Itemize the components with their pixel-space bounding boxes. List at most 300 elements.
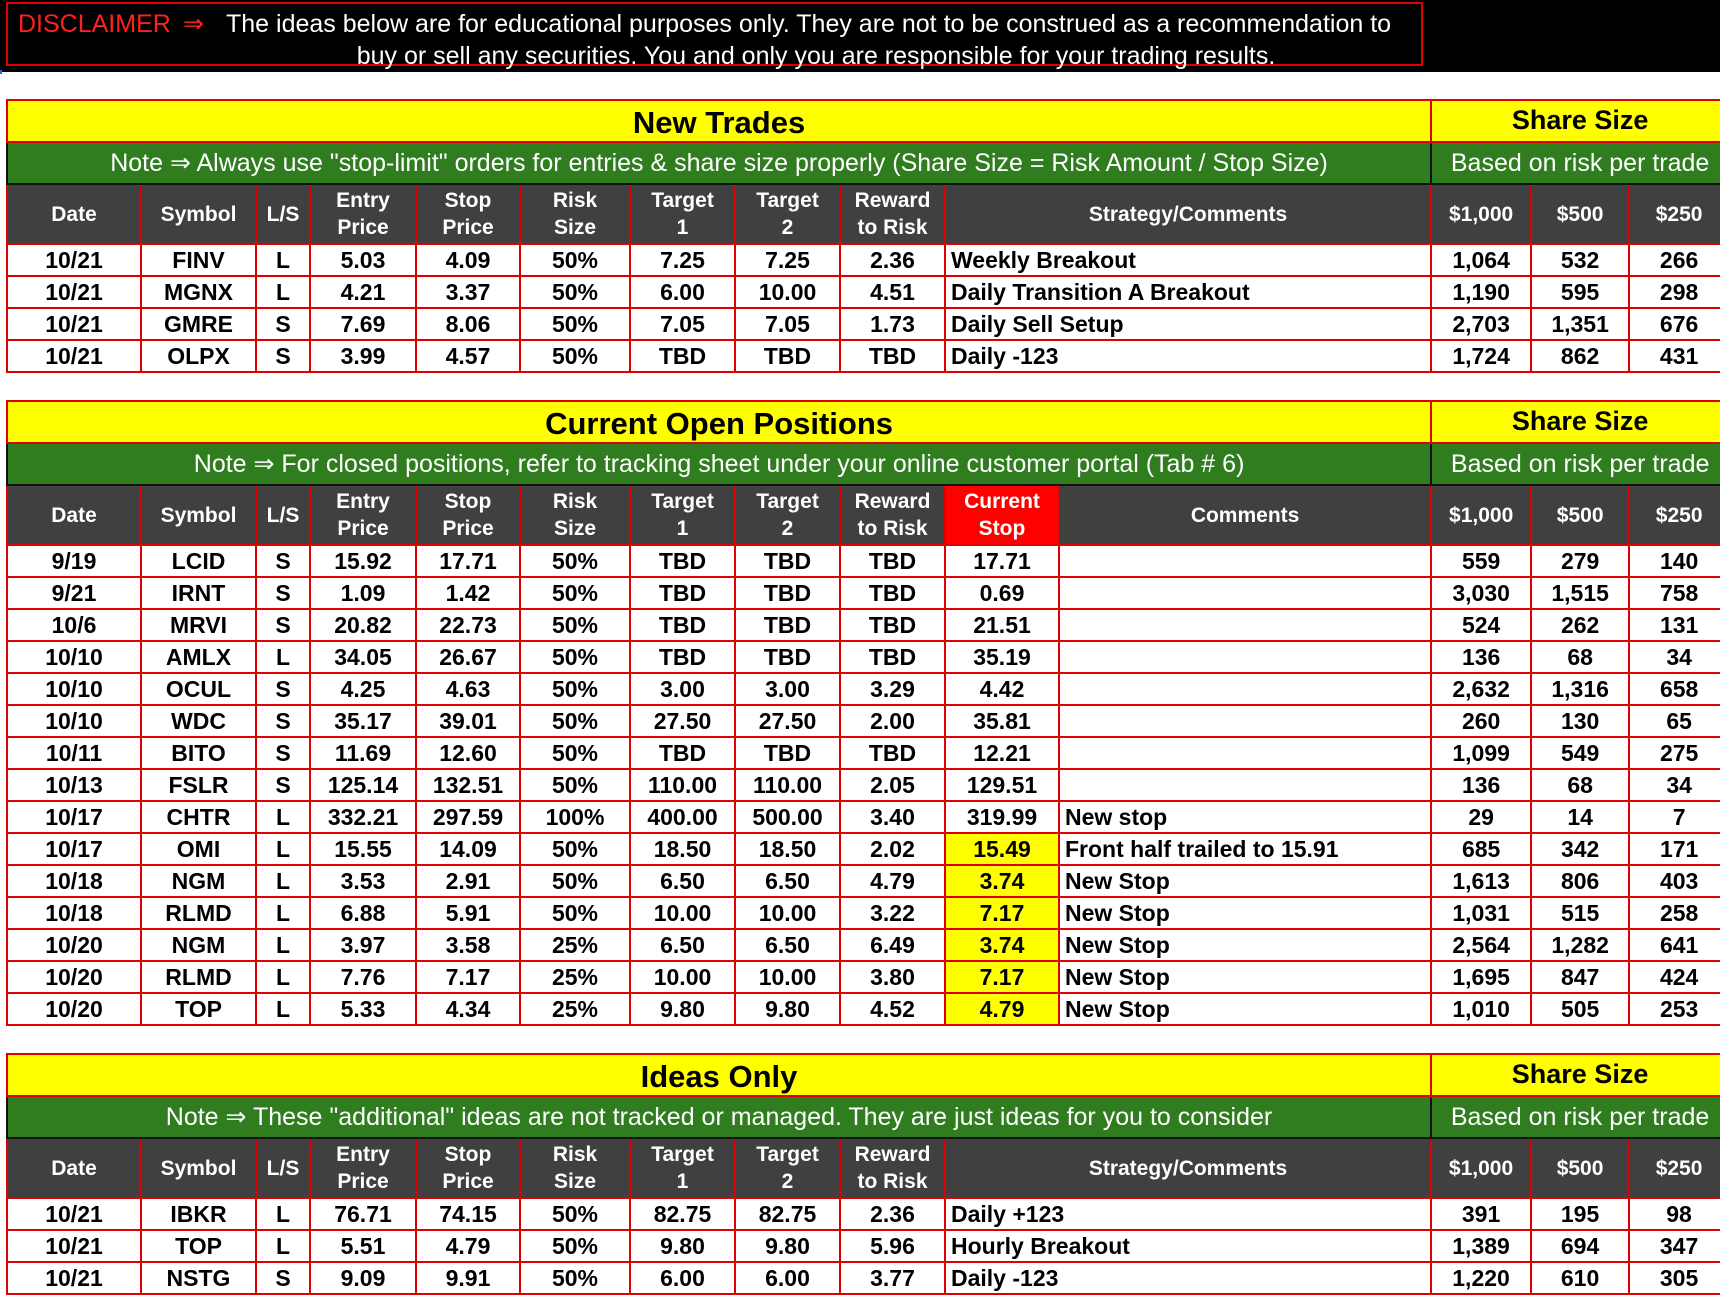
table-cell: 3.00 (630, 673, 735, 705)
column-header-line-2: 2 (781, 1170, 794, 1193)
column-header-line-1: Current (964, 490, 1040, 513)
table-cell: 10/21 (7, 1262, 141, 1294)
table-row (7, 308, 1720, 340)
table-cell: BITO (141, 737, 256, 769)
share-size-column-header: $1,000 (1431, 485, 1531, 545)
table-cell: 319.99 (945, 801, 1059, 833)
column-header-line-1: L/S (266, 503, 300, 527)
column-header-line-1: Comments (1190, 503, 1300, 527)
table-cell: 1,695 (1431, 961, 1531, 993)
table-cell: TBD (840, 737, 945, 769)
share-size-column-header: $250 (1629, 1138, 1720, 1198)
table-cell: 10/20 (7, 993, 141, 1025)
column-header-row (7, 184, 1720, 244)
section-title: New Trades (7, 100, 1431, 142)
column-header-line-2: 2 (781, 216, 794, 239)
table-cell: TBD (630, 577, 735, 609)
column-header-line-2: Price (337, 517, 389, 540)
column-header-line-1: Reward (854, 189, 931, 212)
table-cell: 10/10 (7, 705, 141, 737)
table-cell: 3.77 (840, 1262, 945, 1294)
table-cell: 9.80 (735, 993, 840, 1025)
table-cell: TBD (630, 641, 735, 673)
table-cell: 1,099 (1431, 737, 1531, 769)
table-cell: 5.51 (310, 1230, 416, 1262)
table-cell: 4.52 (840, 993, 945, 1025)
table-cell: Daily +123 (945, 1198, 1431, 1230)
table-cell: 35.81 (945, 705, 1059, 737)
table-cell: 5.03 (310, 244, 416, 276)
column-header-line-2: 1 (676, 1170, 689, 1193)
table-cell: 610 (1531, 1262, 1629, 1294)
table-cell: 10/21 (7, 308, 141, 340)
disclaimer-bar (0, 0, 1720, 72)
table-cell: TBD (630, 609, 735, 641)
table-cell: Weekly Breakout (945, 244, 1431, 276)
table-cell: 3.97 (310, 929, 416, 961)
table-cell: 1,064 (1431, 244, 1531, 276)
table-cell: 25% (520, 993, 630, 1025)
table-cell: 685 (1431, 833, 1531, 865)
table-cell: TBD (840, 641, 945, 673)
table-cell: 1,515 (1531, 577, 1629, 609)
table-cell: 279 (1531, 545, 1629, 577)
table-cell: TOP (141, 1230, 256, 1262)
table-cell: 98 (1629, 1198, 1720, 1230)
table-cell: 400.00 (630, 801, 735, 833)
table-cell: GMRE (141, 308, 256, 340)
column-header (416, 1138, 520, 1198)
table-cell: 1.42 (416, 577, 520, 609)
table-cell: 253 (1629, 993, 1720, 1025)
share-size-column-header: $500 (1531, 485, 1629, 545)
table-cell: 129.51 (945, 769, 1059, 801)
table-cell: 50% (520, 1230, 630, 1262)
table-row (7, 993, 1720, 1025)
table-cell: AMLX (141, 641, 256, 673)
table-cell: 4.79 (840, 865, 945, 897)
table-cell: OCUL (141, 673, 256, 705)
table-cell: 403 (1629, 865, 1720, 897)
table-cell: S (256, 577, 310, 609)
table-cell: 10.00 (735, 961, 840, 993)
table-cell: L (256, 961, 310, 993)
column-header (256, 184, 310, 244)
table-cell: 27.50 (735, 705, 840, 737)
column-header (416, 184, 520, 244)
table-cell: Front half trailed to 15.91 (1059, 833, 1431, 865)
table-cell: 125.14 (310, 769, 416, 801)
table-cell: 6.88 (310, 897, 416, 929)
table-cell: 50% (520, 1262, 630, 1294)
table-cell: 35.19 (945, 641, 1059, 673)
table-cell: 18.50 (735, 833, 840, 865)
table-cell: 3.37 (416, 276, 520, 308)
table-cell: 806 (1531, 865, 1629, 897)
table-cell: CHTR (141, 801, 256, 833)
table-cell: 298 (1629, 276, 1720, 308)
column-header-line-1: Target (651, 490, 714, 513)
table-cell: 68 (1531, 769, 1629, 801)
table-cell: 6.00 (630, 276, 735, 308)
table-cell: 758 (1629, 577, 1720, 609)
column-header-line-1: Date (51, 202, 97, 226)
table-cell: 2.36 (840, 1198, 945, 1230)
table-cell: 3.29 (840, 673, 945, 705)
table-cell: L (256, 641, 310, 673)
table-cell: 3.74 (945, 929, 1059, 961)
table-cell: 7.17 (945, 961, 1059, 993)
table-cell: 21.51 (945, 609, 1059, 641)
table-cell: 14 (1531, 801, 1629, 833)
column-header-row (7, 1138, 1720, 1198)
table-cell: New Stop (1059, 993, 1431, 1025)
table-cell: 262 (1531, 609, 1629, 641)
table-cell: 7.69 (310, 308, 416, 340)
table-cell: 266 (1629, 244, 1720, 276)
table-cell: 10/21 (7, 244, 141, 276)
table-cell: 0.69 (945, 577, 1059, 609)
table-cell: 10/21 (7, 1198, 141, 1230)
table-cell: MGNX (141, 276, 256, 308)
table-cell: 3.99 (310, 340, 416, 372)
table-cell: New stop (1059, 801, 1431, 833)
column-header (520, 485, 630, 545)
table-cell: 10.00 (735, 276, 840, 308)
table-cell: 2,632 (1431, 673, 1531, 705)
table-cell: Daily -123 (945, 340, 1431, 372)
column-header-line-1: Risk (552, 1143, 598, 1166)
column-header-line-2: Price (337, 216, 389, 239)
table-cell: 50% (520, 244, 630, 276)
table-cell: 1,389 (1431, 1230, 1531, 1262)
table-cell: FINV (141, 244, 256, 276)
table-cell: S (256, 705, 310, 737)
table-cell: 3.53 (310, 865, 416, 897)
table-cell: 10.00 (735, 897, 840, 929)
table-cell: 10/20 (7, 961, 141, 993)
column-header (310, 184, 416, 244)
table-cell: 347 (1629, 1230, 1720, 1262)
table-cell: 7.76 (310, 961, 416, 993)
table-cell: 10/21 (7, 340, 141, 372)
table-cell: 847 (1531, 961, 1629, 993)
section-title-row (7, 401, 1720, 443)
table-cell: L (256, 801, 310, 833)
table-cell: New Stop (1059, 897, 1431, 929)
table-cell: 50% (520, 737, 630, 769)
table-cell: 15.92 (310, 545, 416, 577)
table-cell: 50% (520, 641, 630, 673)
section-title: Ideas Only (7, 1054, 1431, 1096)
column-header-line-1: Stop (444, 490, 492, 513)
table-cell: 10/10 (7, 641, 141, 673)
table-cell: 4.79 (416, 1230, 520, 1262)
table-row (7, 801, 1720, 833)
table-cell: 1,220 (1431, 1262, 1531, 1294)
table-cell: 17.71 (416, 545, 520, 577)
table-cell: 50% (520, 705, 630, 737)
section-title-row (7, 100, 1720, 142)
table-cell: 17.71 (945, 545, 1059, 577)
column-header-line-1: Symbol (160, 1156, 237, 1180)
cell-selection-mark (0, 70, 2, 74)
table-cell: 3.22 (840, 897, 945, 929)
table-cell: 258 (1629, 897, 1720, 929)
table-cell: 22.73 (416, 609, 520, 641)
table-cell: 140 (1629, 545, 1720, 577)
table-cell: L (256, 993, 310, 1025)
table-cell (1059, 705, 1431, 737)
table-cell: 549 (1531, 737, 1629, 769)
table-cell: 658 (1629, 673, 1720, 705)
table-cell: 4.51 (840, 276, 945, 308)
table-cell: TBD (630, 545, 735, 577)
column-header-line-1: Target (756, 189, 819, 212)
table-row (7, 673, 1720, 705)
new-trades-table (6, 99, 1720, 373)
column-header-line-2: Size (553, 216, 597, 239)
table-cell: 4.25 (310, 673, 416, 705)
table-cell: 1,031 (1431, 897, 1531, 929)
table-row (7, 641, 1720, 673)
table-cell: 131 (1629, 609, 1720, 641)
table-cell: 10/18 (7, 865, 141, 897)
section-title-row (7, 1054, 1720, 1096)
table-cell: 5.33 (310, 993, 416, 1025)
column-header (310, 485, 416, 545)
table-cell: 6.50 (735, 929, 840, 961)
table-cell: L (256, 276, 310, 308)
table-cell: 27.50 (630, 705, 735, 737)
table-cell: 136 (1431, 769, 1531, 801)
table-cell: S (256, 545, 310, 577)
column-header (7, 1138, 141, 1198)
table-cell: S (256, 737, 310, 769)
section-note-row (7, 443, 1720, 485)
column-header (7, 184, 141, 244)
table-cell (1059, 641, 1431, 673)
table-cell: 10.00 (630, 897, 735, 929)
table-cell: 3.58 (416, 929, 520, 961)
column-header-line-1: Entry (336, 1143, 390, 1166)
table-cell (1059, 673, 1431, 705)
table-row (7, 897, 1720, 929)
table-cell: TBD (630, 737, 735, 769)
section-note-row (7, 142, 1720, 184)
share-size-column-header: $250 (1629, 485, 1720, 545)
table-cell: 65 (1629, 705, 1720, 737)
column-header-line-1: Strategy/Comments (1088, 202, 1288, 226)
table-cell: 9.80 (735, 1230, 840, 1262)
column-header-line-1: Date (51, 503, 97, 527)
table-cell: 136 (1431, 641, 1531, 673)
table-cell: LCID (141, 545, 256, 577)
column-header (735, 485, 840, 545)
table-row (7, 705, 1720, 737)
share-size-title: Share Size (1431, 1054, 1720, 1096)
table-cell: Daily Transition A Breakout (945, 276, 1431, 308)
table-row (7, 545, 1720, 577)
column-header-line-2: Price (337, 1170, 389, 1193)
table-cell: 1,316 (1531, 673, 1629, 705)
table-cell: 50% (520, 545, 630, 577)
column-header-line-1: Reward (854, 490, 931, 513)
table-cell: 6.49 (840, 929, 945, 961)
table-cell: 260 (1431, 705, 1531, 737)
table-cell: S (256, 308, 310, 340)
table-cell: WDC (141, 705, 256, 737)
table-cell: 7.25 (735, 244, 840, 276)
table-cell: 15.49 (945, 833, 1059, 865)
column-header-line-1: Risk (552, 189, 598, 212)
table-cell: 12.60 (416, 737, 520, 769)
table-cell: 7.17 (945, 897, 1059, 929)
table-cell: 2.02 (840, 833, 945, 865)
ideas-only-table (6, 1053, 1720, 1295)
column-header-line-2: to Risk (857, 216, 928, 239)
column-header (416, 485, 520, 545)
table-cell: 132.51 (416, 769, 520, 801)
table-cell: 676 (1629, 308, 1720, 340)
table-cell: 5.91 (416, 897, 520, 929)
column-header (256, 485, 310, 545)
table-cell: 6.50 (630, 865, 735, 897)
share-size-note: Based on risk per trade (1431, 142, 1720, 184)
table-row (7, 929, 1720, 961)
table-row (7, 340, 1720, 372)
table-cell: NSTG (141, 1262, 256, 1294)
table-cell: 195 (1531, 1198, 1629, 1230)
column-header-line-1: Entry (336, 189, 390, 212)
column-header-line-2: 1 (676, 216, 689, 239)
table-cell: 3.40 (840, 801, 945, 833)
table-row (7, 833, 1720, 865)
table-cell: 2,564 (1431, 929, 1531, 961)
table-cell: 1.73 (840, 308, 945, 340)
share-size-title: Share Size (1431, 100, 1720, 142)
table-cell: TBD (840, 609, 945, 641)
table-cell: FSLR (141, 769, 256, 801)
table-cell: 505 (1531, 993, 1629, 1025)
column-header-line-1: Target (651, 189, 714, 212)
table-cell: TBD (735, 609, 840, 641)
table-cell: 641 (1629, 929, 1720, 961)
table-cell: NGM (141, 929, 256, 961)
column-header-line-2: Price (442, 216, 494, 239)
table-cell: 4.63 (416, 673, 520, 705)
column-header-line-1: Stop (444, 1143, 492, 1166)
table-cell: 275 (1629, 737, 1720, 769)
section-note: Note ⇒ These "additional" ideas are not tracked or managed. They are just ideas for you to consider (7, 1096, 1431, 1138)
column-header-line-2: Stop (978, 517, 1026, 540)
column-header (945, 1138, 1431, 1198)
table-cell: 1,613 (1431, 865, 1531, 897)
table-cell: 7 (1629, 801, 1720, 833)
table-cell: TBD (840, 577, 945, 609)
table-cell: 6.00 (735, 1262, 840, 1294)
column-header-line-2: Size (553, 1170, 597, 1193)
table-row (7, 1230, 1720, 1262)
table-cell: 297.59 (416, 801, 520, 833)
column-header-line-2: to Risk (857, 517, 928, 540)
column-header-line-1: L/S (266, 202, 300, 226)
table-cell: 10/6 (7, 609, 141, 641)
column-header (945, 184, 1431, 244)
table-row (7, 244, 1720, 276)
column-header (840, 485, 945, 545)
table-cell: 10/18 (7, 897, 141, 929)
table-cell: 15.55 (310, 833, 416, 865)
column-header-line-1: Risk (552, 490, 598, 513)
table-row (7, 577, 1720, 609)
section-note: Note ⇒ For closed positions, refer to tracking sheet under your online customer portal (Tab # 6) (7, 443, 1431, 485)
column-header (735, 1138, 840, 1198)
table-cell: 342 (1531, 833, 1629, 865)
column-header (630, 485, 735, 545)
table-cell: 431 (1629, 340, 1720, 372)
table-cell: 10/11 (7, 737, 141, 769)
table-cell: 34 (1629, 769, 1720, 801)
column-header (310, 1138, 416, 1198)
table-cell: RLMD (141, 897, 256, 929)
table-cell: 34 (1629, 641, 1720, 673)
share-size-title: Share Size (1431, 401, 1720, 443)
table-cell: TBD (735, 340, 840, 372)
table-cell: NGM (141, 865, 256, 897)
table-cell: 3.74 (945, 865, 1059, 897)
table-cell: 2.00 (840, 705, 945, 737)
table-cell (1059, 769, 1431, 801)
table-cell: Daily Sell Setup (945, 308, 1431, 340)
column-header-line-2: Price (442, 517, 494, 540)
column-header-line-1: Entry (336, 490, 390, 513)
column-header-line-1: L/S (266, 1156, 300, 1180)
table-cell: 595 (1531, 276, 1629, 308)
table-cell: Daily -123 (945, 1262, 1431, 1294)
table-cell: S (256, 673, 310, 705)
table-cell: TBD (735, 641, 840, 673)
table-cell: 7.25 (630, 244, 735, 276)
table-cell: 500.00 (735, 801, 840, 833)
column-header-line-1: Symbol (160, 202, 237, 226)
table-cell: 50% (520, 673, 630, 705)
column-header (141, 1138, 256, 1198)
column-header-line-1: Stop (444, 189, 492, 212)
table-cell: 82.75 (735, 1198, 840, 1230)
table-cell: S (256, 340, 310, 372)
table-cell: 7.05 (735, 308, 840, 340)
open-positions-table (6, 400, 1720, 1026)
table-cell: 6.00 (630, 1262, 735, 1294)
table-cell: 29 (1431, 801, 1531, 833)
table-cell: 50% (520, 609, 630, 641)
table-cell: 2.05 (840, 769, 945, 801)
table-cell: New Stop (1059, 865, 1431, 897)
table-cell: S (256, 769, 310, 801)
share-size-column-header: $500 (1531, 184, 1629, 244)
table-cell: 10/21 (7, 276, 141, 308)
table-cell: 25% (520, 961, 630, 993)
table-row (7, 737, 1720, 769)
column-header (520, 1138, 630, 1198)
column-header-line-2: 2 (781, 517, 794, 540)
table-cell: 11.69 (310, 737, 416, 769)
table-cell: 10/13 (7, 769, 141, 801)
column-header-line-2: to Risk (857, 1170, 928, 1193)
table-cell: 694 (1531, 1230, 1629, 1262)
table-cell: 34.05 (310, 641, 416, 673)
